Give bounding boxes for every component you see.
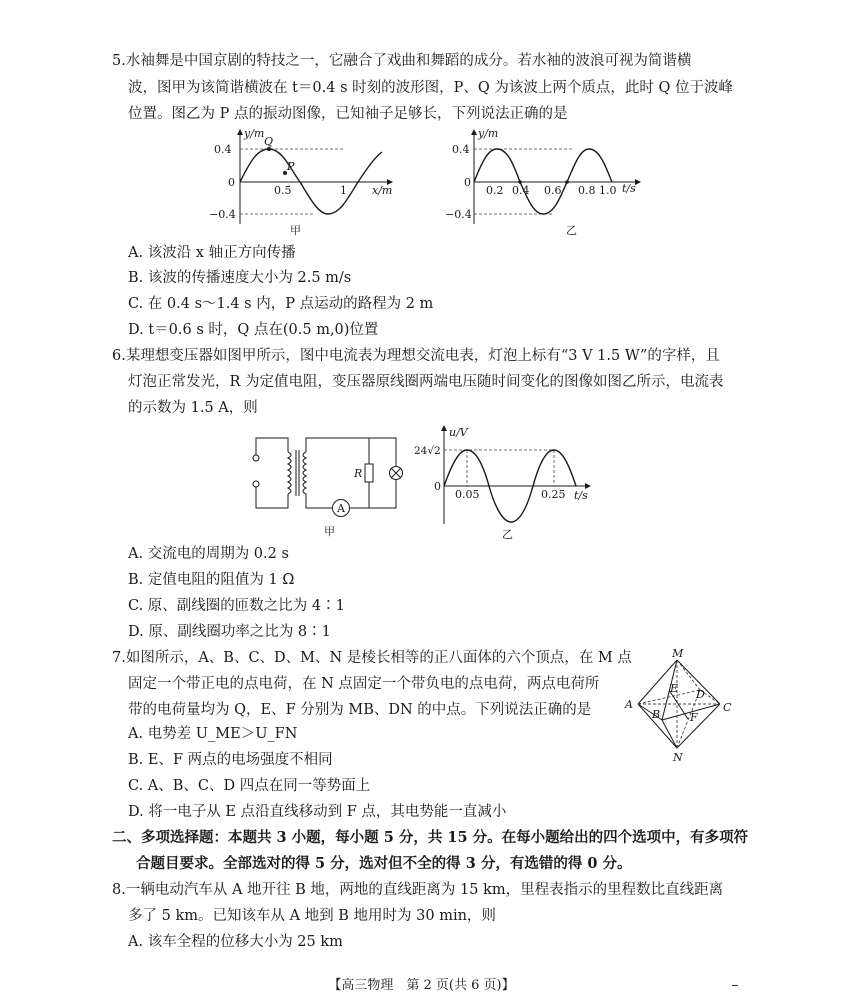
q5-line-2: 波，图甲为该简谐横波在 t＝0.4 s 时刻的波形图，P、Q 为该波上两个质点，此时 Q 位于波峰 [128,80,734,96]
q6-option-b: B. 定值电阻的阻值为 1 Ω [128,572,295,588]
xtick-0-8: 0.8 [578,184,596,197]
q8-option-a: A. 该车全程的位移大小为 25 km [128,934,343,950]
q6-option-c: C. 原、副线圈的匝数之比为 4∶1 [128,598,345,614]
peak-label: 24√2 [414,445,441,457]
ytick-pos: 0.4 [452,143,470,156]
q7-octahedron [620,646,740,764]
q5-option-a: A. 该波沿 x 轴正方向传播 [128,245,296,261]
point-f: F [690,711,698,724]
q5-line-3: 位置。图乙为 P 点的振动图像，已知袖子足够长，下列说法正确的是 [128,106,568,122]
q8-line-1: 8.一辆电动汽车从 A 地开往 B 地，两地的直线距离为 15 km，里程表指示的里程数比直线距离 [112,882,724,898]
xtick-1-0: 1.0 [599,184,617,197]
t-axis-label: t/s [574,489,588,502]
q7-line-2: 固定一个带正电的点电荷，在 N 点固定一个带负电的点电荷，两点电荷所 [128,676,600,692]
origin-label: 0 [228,176,235,189]
origin-label: 0 [464,176,471,189]
y-axis-label: y/m [478,127,499,140]
caption: 乙 [502,528,513,541]
caption: 乙 [566,224,577,237]
xtick-0-6: 0.6 [544,184,562,197]
xtick-1: 1 [340,184,347,197]
section-2-heading-line-2: 合题目要求。全部选对的得 5 分，选对但不全的得 3 分，有选错的得 0 分。 [136,855,632,872]
q6-line-2: 灯泡正常发光，R 为定值电阻，变压器原线圈两端电压随时间变化的图像如图乙所示，电流表 [128,374,724,390]
u-axis-label: u/V [449,426,468,439]
q6-line-3: 的示数为 1.5 A，则 [128,400,258,416]
resistor-label: R [354,467,363,480]
q7-option-a: A. 电势差 U_ME＞U_FN [128,726,298,742]
q7-line-3: 带的电荷量均为 Q，E、F 分别为 MB、DN 的中点。下列说法正确的是 [128,702,592,718]
point-e: E [670,682,679,695]
xtick-0-2: 0.2 [486,184,504,197]
q6-option-a: A. 交流电的周期为 0.2 s [128,546,289,562]
caption: 甲 [324,525,335,538]
input-terminal-bottom [253,481,259,487]
q5-option-d: D. t＝0.6 s 时，Q 点在(0.5 m,0)位置 [128,322,379,338]
q6-option-d: D. 原、副线圈功率之比为 8∶1 [128,624,331,640]
vertex-c: C [723,701,732,714]
q5-vibration-graph [445,127,652,238]
xtick-0-5: 0.5 [274,184,292,197]
q5-option-b: B. 该波的传播速度大小为 2.5 m/s [128,270,352,286]
ytick-pos: 0.4 [214,143,232,156]
caption: 甲 [290,224,301,237]
y-axis-label: y/m [244,127,265,140]
q5-line-1: 5.水袖舞是中国京剧的特技之一，它融合了戏曲和舞蹈的成分。若水袖的波浪可视为简谐横 [112,53,692,69]
origin-label: 0 [434,480,441,493]
q8-line-2: 多了 5 km。已知该车从 A 地到 B 地用时为 30 min，则 [128,908,496,924]
t-axis-label: t/s [622,182,636,195]
input-terminal-top [253,455,259,461]
vertex-a: A [625,698,633,711]
q5-option-c: C. 在 0.4 s～1.4 s 内，P 点运动的路程为 2 m [128,296,434,312]
vertex-d: D [696,688,705,701]
xtick-0-4: 0.4 [512,184,530,197]
secondary-coil [303,452,306,494]
xtick-0-25: 0.25 [541,488,566,501]
vertex-n: N [673,751,683,764]
label-q: Q [264,135,274,148]
ytick-neg: −0.4 [209,208,236,221]
vertex-b: B [652,708,661,721]
section-2-heading-line-1: 二、多项选择题：本题共 3 小题，每小题 5 分，共 15 分。在每小题给出的四个选项中，有多项符 [112,829,749,846]
q6-line-1: 6.某理想变压器如图甲所示，图中电流表为理想交流电表，灯泡上标有“3 V 1.5 W”的字样，且 [112,348,720,364]
q7-line-1: 7.如图所示，A、B、C、D、M、N 是棱长相等的正八面体的六个顶点，在 M 点 [112,650,632,666]
ytick-neg: −0.4 [445,208,472,221]
page-footer: 【高三物理 第 2 页(共 6 页)】 [328,978,515,993]
q7-option-b: B. E、F 两点的电场强度不相同 [128,752,333,768]
label-p: P [287,160,295,173]
resistor-r [365,464,373,482]
vertex-m: M [672,647,684,660]
q7-option-d: D. 将一电子从 E 点沿直线移动到 F 点，其电势能一直减小 [128,804,507,820]
q5-wave-graph [209,127,404,238]
corner-mark [732,985,738,986]
xtick-0-05: 0.05 [455,488,480,501]
primary-coil [288,452,291,494]
ammeter-label: A [337,502,345,515]
q6-voltage-graph [414,424,602,542]
q6-transformer-circuit [248,428,418,540]
q7-option-c: C. A、B、C、D 四点在同一等势面上 [128,778,371,794]
x-axis-label: x/m [372,184,393,197]
